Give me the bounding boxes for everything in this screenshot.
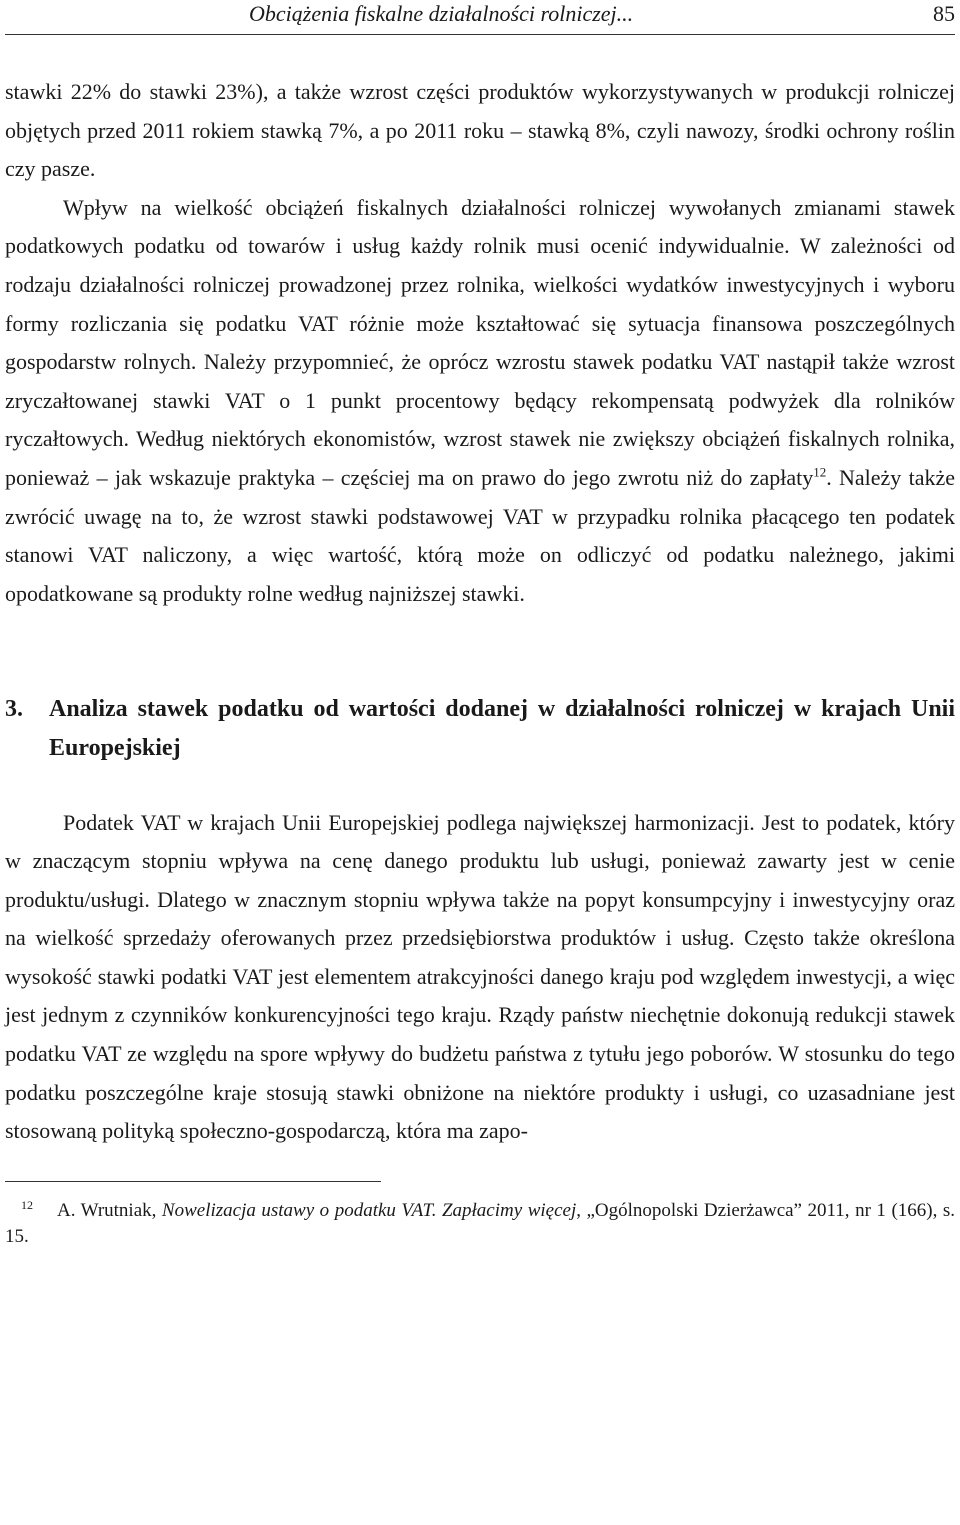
section-title: Analiza stawek podatku od wartości dodanej w działalności rolniczej w krajach Unii Europejskiej: [49, 696, 955, 761]
paragraph-vat-impact: [5, 189, 955, 614]
footnote-mark: 12: [21, 1197, 33, 1212]
paragraph-eu-vat: Podatek VAT w krajach Unii Europejskiej podlega największej harmonizacji. Jest to podatek, który w znaczącym stopniu wpływa na cenę danego produktu lub usługi, ponieważ zawarty jest w cenie produktu/usługi. Dlatego w znacznym stopniu wpływa także na popyt konsumpcyjny i inwestycyjny oraz na wielkość sprzedaży oferowanych przez przedsiębiorstwa produktów i usług. Często także określona wysokość stawki podatki VAT jest elementem atrakcyjności danego kraju pod względem inwestycji, a więc jest jednym z czynników konkurencyjności tego kraju. Rządy państw niechętnie dokonują redukcji stawek podatku VAT ze względu na spore wpływy do budżetu państwa z tytułu jego poborów. W stosunku do tego podatku poszczególne kraje stosują stawki obniżone na niektóre produkty i usługi, co uzasadniane jest stosowaną polityką społeczno-gospodarczą, która ma zapo-: [5, 809, 955, 1144]
footnote-author: A. Wrutniak,: [57, 1199, 162, 1221]
body-text: [5, 73, 955, 1151]
paragraph-continuation: stawki 22% do stawki 23%), a także wzrost części produktów wykorzystywanych w produkcji rolniczej objętych przed 2011 rokiem stawką 7%, a po 2011 roku – stawką 8%, czyli nawozy, środki ochrony roślin czy pasze.: [5, 79, 955, 182]
paragraph-text: . Należy także zwrócić uwagę na to, że wzrost stawki podstawowej VAT w przypadku rolnika płacącego ten podatek stanowi VAT naliczony, a więc wartość, którą może on odliczyć od podatku należnego, jakimi opodatkowane są produkty rolne według najniższej stawki.: [5, 464, 956, 606]
page: [5, 0, 955, 1250]
page-number: 85: [933, 1, 955, 26]
section-heading: [5, 690, 955, 767]
running-header: [5, 0, 955, 35]
footnote-divider: [5, 1181, 381, 1182]
section-number: 3.: [5, 696, 23, 723]
footnote: [5, 1198, 955, 1250]
paragraph-text: Wpływ na wielkość obciążeń fiskalnych działalności rolniczej wywołanych zmianami stawek podatkowych podatku od towarów i usług każdy rolnik musi ocenić indywidualnie. W zależności od rodzaju działalności rolniczej prowadzonej przez rolnika, wielkości wydatków inwestycyjnych i wyboru formy rozliczania się podatku VAT różnie może kształtować się sytuacja finansowa poszczególnych gospodarstw rolnych. Należy przypomnieć, że oprócz wzrostu stawek podatku VAT nastąpił także wzrost zryczałtowanej stawki VAT o 1 punkt procentowy będący rekompensatą podwyżek dla rolników ryczałtowych. Według niektórych ekonomistów, wzrost stawek nie zwiększy obciążeń fiskalnych rolnika, ponieważ – jak wskazuje praktyka – częściej ma on prawo do jego zwrotu niż do zapłaty: [5, 194, 955, 490]
footnote-source: , „Ogólnopolski Dzierżawca” 2011, nr 1 (166), s. 15.: [5, 1199, 956, 1247]
footnote-reference[interactable]: 12: [813, 464, 827, 480]
running-title: Obciążenia fiskalne działalności rolniczej...: [249, 1, 634, 26]
footnote-title: Nowelizacja ustawy o podatku VAT. Zapłacimy więcej: [161, 1199, 577, 1221]
